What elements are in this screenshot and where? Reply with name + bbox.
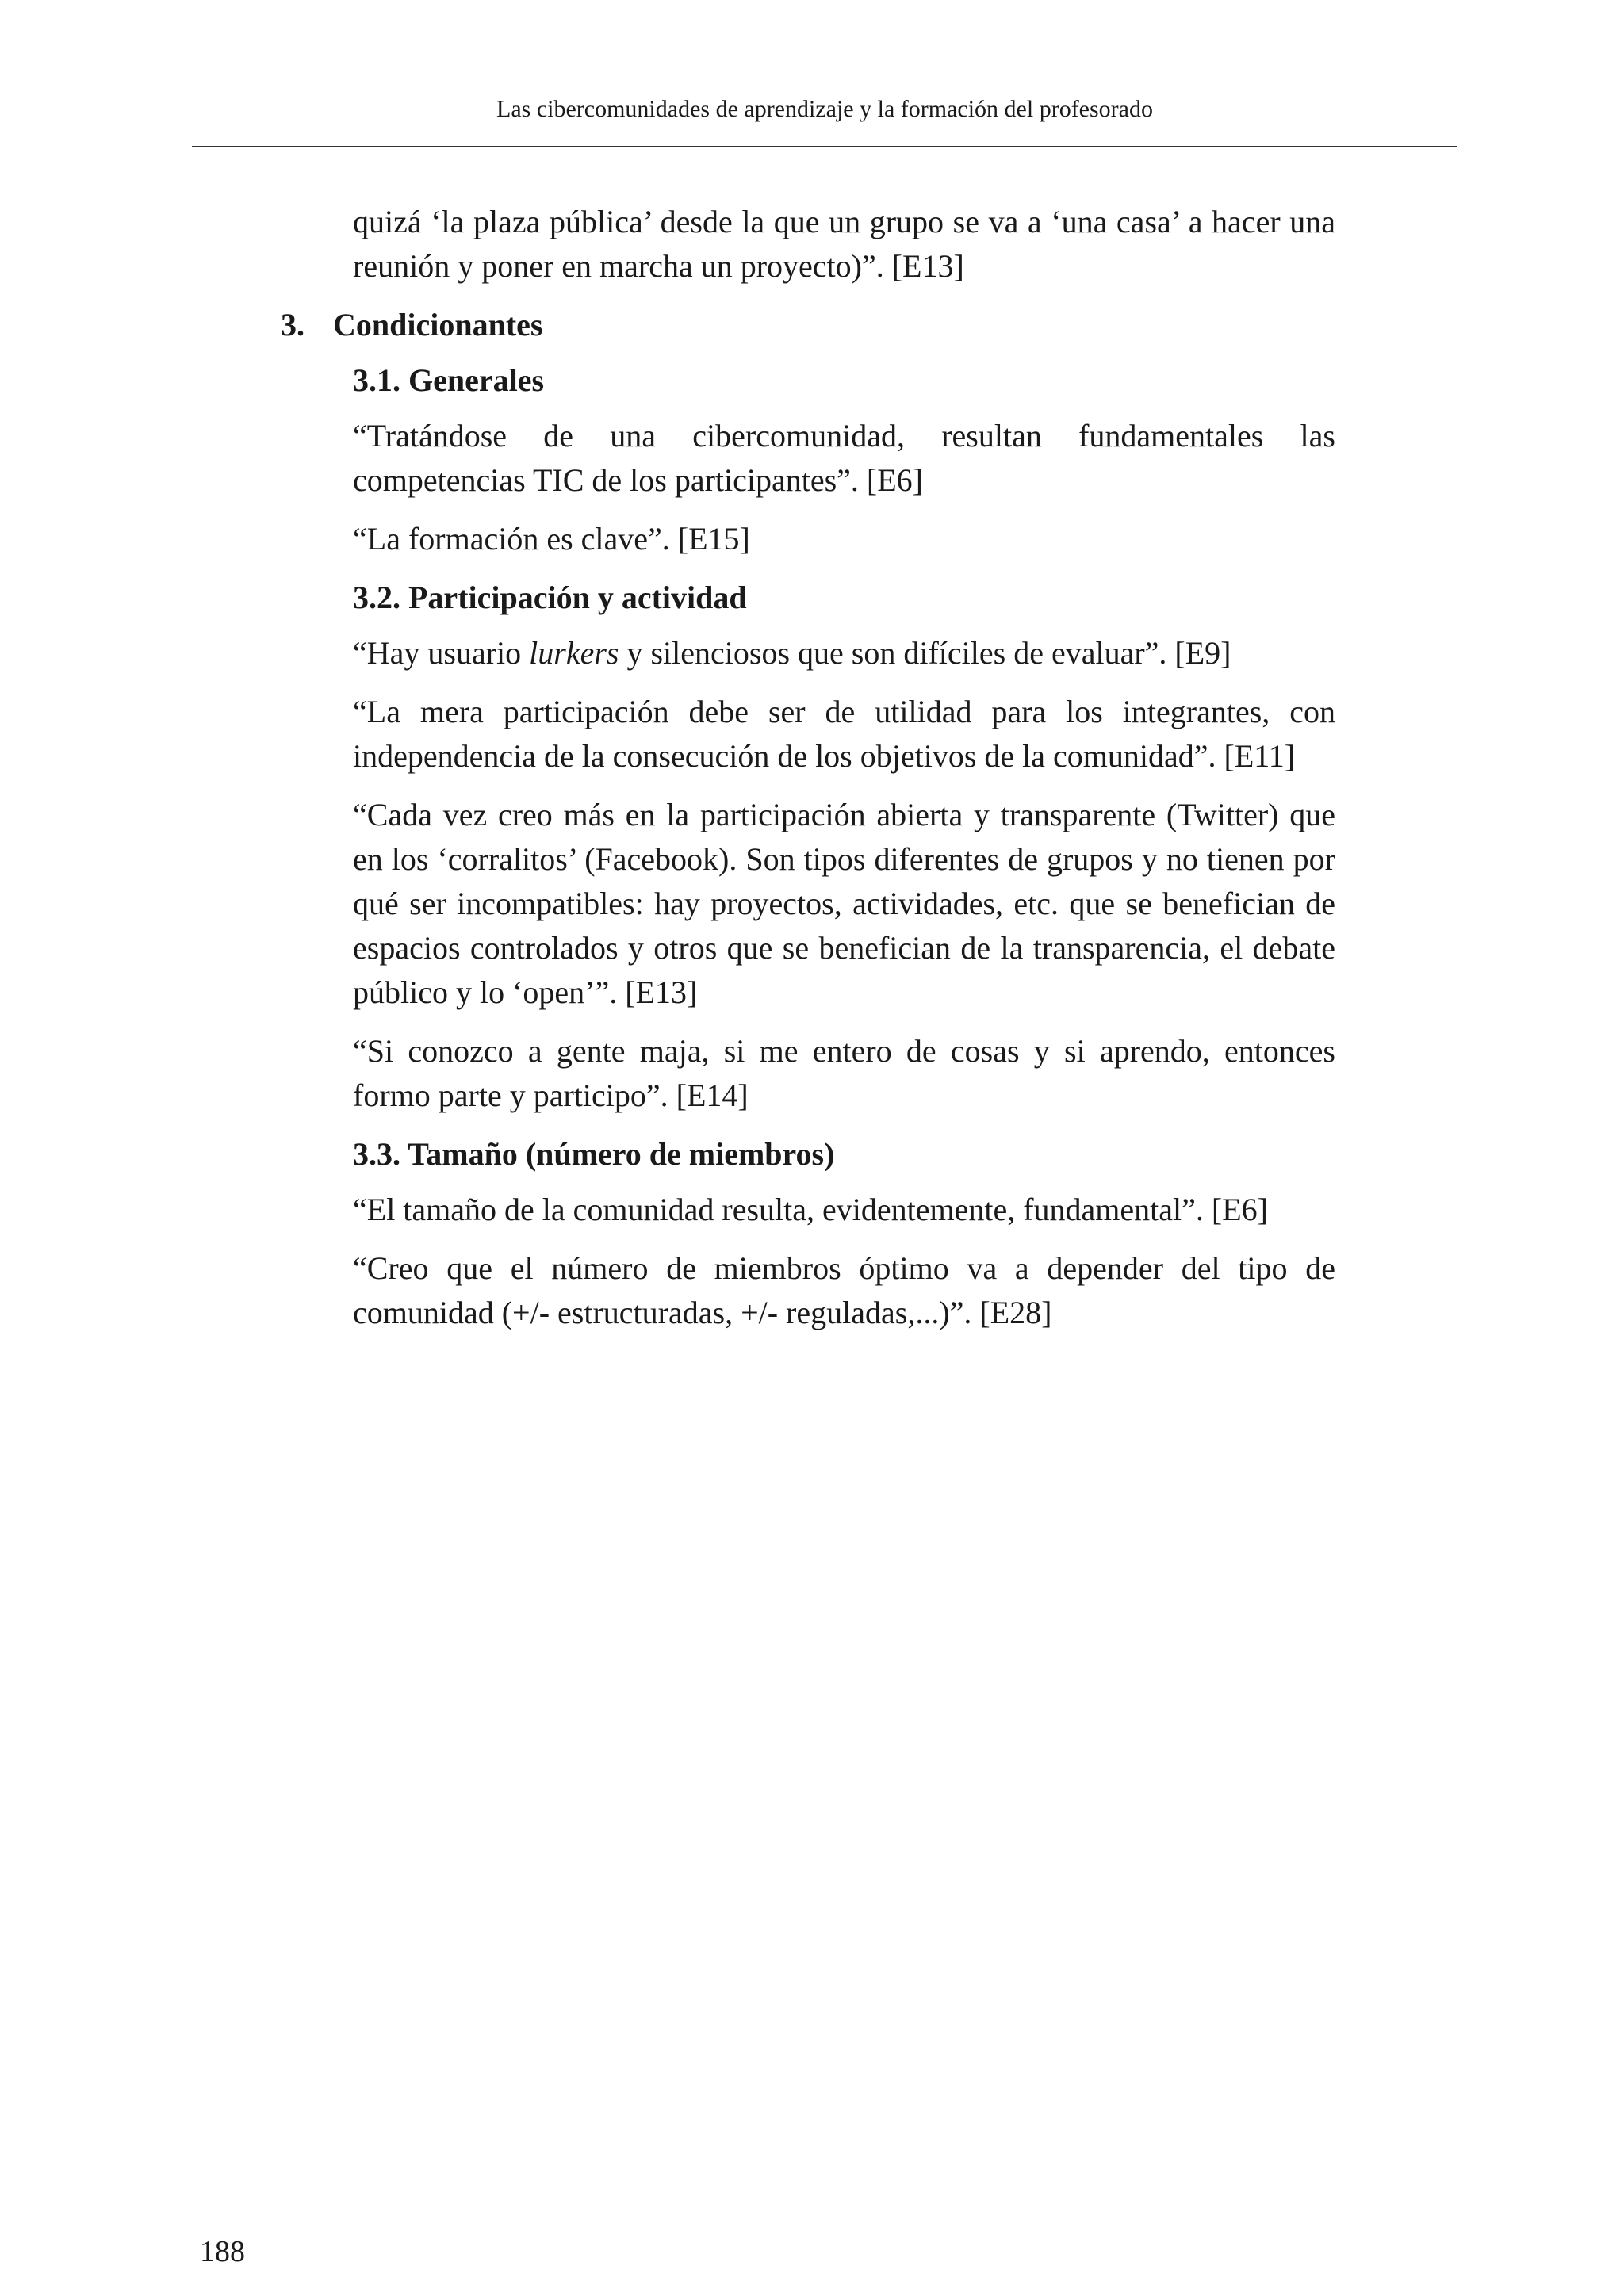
running-title: Las cibercomunidades de aprendizaje y la formación del profesorado [496,96,1153,122]
subsections [353,358,1335,1335]
quote-e13-transparencia: “Cada vez creo más en la participación abierta y transparente (Twitter) que en los ‘corralitos’ (Facebook). Son tipos diferentes de grupos y no tienen por qué ser incompatibles: hay proyectos, actividades, etc. que se benefician de espacios controlados y otros que se benefician de la transparencia, el debate público y lo ‘open’”. [E13] [353,797,1335,1010]
subsection-heading-participacion: 3.2. Participación y actividad [353,580,747,615]
quote-e15-formacion: “La formación es clave”. [E15] [353,521,750,557]
quote-e14-participo: “Si conozco a gente maja, si me entero de cosas y si aprendo, entonces formo parte y participo”. [E14] [353,1033,1335,1113]
subsection-heading-generales: 3.1. Generales [353,362,545,398]
quote-e6-tamano: “El tamaño de la comunidad resulta, evidentemente, fundamental”. [E6] [353,1192,1268,1227]
section-number: 3. [281,307,304,342]
intro-block [353,200,1335,289]
quote-e11-participacion: “La mera participación debe ser de utilidad para los integrantes, con independencia de la consecución de los objetivos de la comunidad”. [E11] [353,694,1335,774]
intro-quote-continuation: quizá ‘la plaza pública’ desde la que un grupo se va a ‘una casa’ a hacer una reunión y poner en marcha un proyecto)”. [E13] [353,204,1335,284]
quote-e9-lurkers [353,631,1335,675]
running-header [192,94,1457,147]
page-number: 188 [200,2235,245,2268]
quote-e6-competencias: “Tratándose de una cibercomunidad, resultan fundamentales las competencias TIC de los participantes”. [E6] [353,418,1335,498]
quote-e9-emphasis: lurkers [529,635,619,671]
section-title: Condicionantes [333,307,543,342]
quote-e9-text-start: “Hay usuario [353,635,530,671]
section-heading [281,303,1335,347]
page-body [281,200,1335,1349]
subsection-heading-tamano: 3.3. Tamaño (número de miembros) [353,1136,835,1172]
quote-e28-miembros: “Creo que el número de miembros óptimo va a depender del tipo de comunidad (+/- estructuradas, +/- reguladas,...)”. [E28] [353,1250,1335,1330]
quote-e9-text-end: y silenciosos que son difíciles de evaluar”. [E9] [619,635,1231,671]
